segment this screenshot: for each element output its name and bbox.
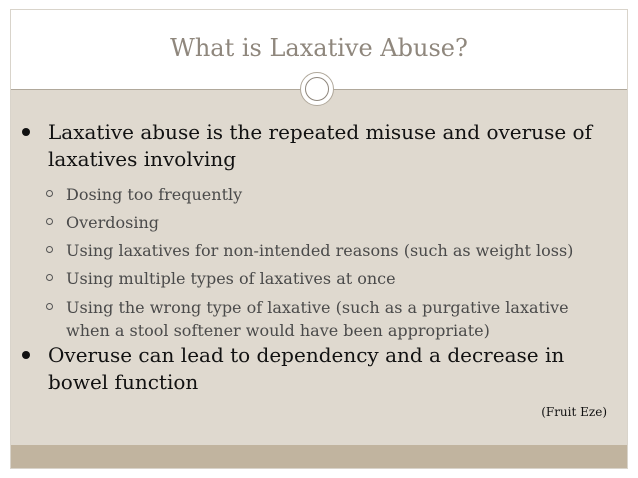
- bullet-item-2: [48, 342, 613, 396]
- circle-ornament-icon: [300, 72, 334, 106]
- sub-bullet-circle-icon: [46, 218, 53, 225]
- slide: [10, 9, 628, 469]
- sub-bullet-text: Using the wrong type of laxative (such as a purgative laxative when a stool softener would have been appropriate): [66, 298, 569, 340]
- bullet-text: Laxative abuse is the repeated misuse and overuse of laxatives involving: [48, 120, 592, 171]
- bullet-dot-icon: [22, 128, 30, 136]
- slide-title: What is Laxative Abuse?: [170, 34, 468, 62]
- sub-bullet-item: [66, 211, 611, 234]
- citation: (Fruit Eze): [541, 405, 607, 419]
- sub-bullet-item: [66, 267, 611, 290]
- inner-ring-icon: [305, 77, 329, 101]
- sub-bullet-circle-icon: [46, 303, 53, 310]
- sub-bullet-circle-icon: [46, 246, 53, 253]
- sub-bullet-item: [66, 239, 611, 262]
- sub-bullet-text: Dosing too frequently: [66, 185, 243, 204]
- content-area: [11, 90, 627, 445]
- footer-band: [11, 445, 627, 468]
- sub-bullet-circle-icon: [46, 274, 53, 281]
- sub-bullet-item: [66, 296, 611, 342]
- bullet-text: Overuse can lead to dependency and a decrease in bowel function: [48, 343, 565, 394]
- sub-bullet-text: Using multiple types of laxatives at once: [66, 269, 396, 288]
- bullet-dot-icon: [22, 351, 30, 359]
- bullet-item-1: [48, 119, 613, 173]
- sub-bullet-circle-icon: [46, 190, 53, 197]
- sub-bullet-text: Overdosing: [66, 213, 160, 232]
- sub-bullet-text: Using laxatives for non-intended reasons (such as weight loss): [66, 241, 574, 260]
- sub-bullet-item: [66, 183, 611, 206]
